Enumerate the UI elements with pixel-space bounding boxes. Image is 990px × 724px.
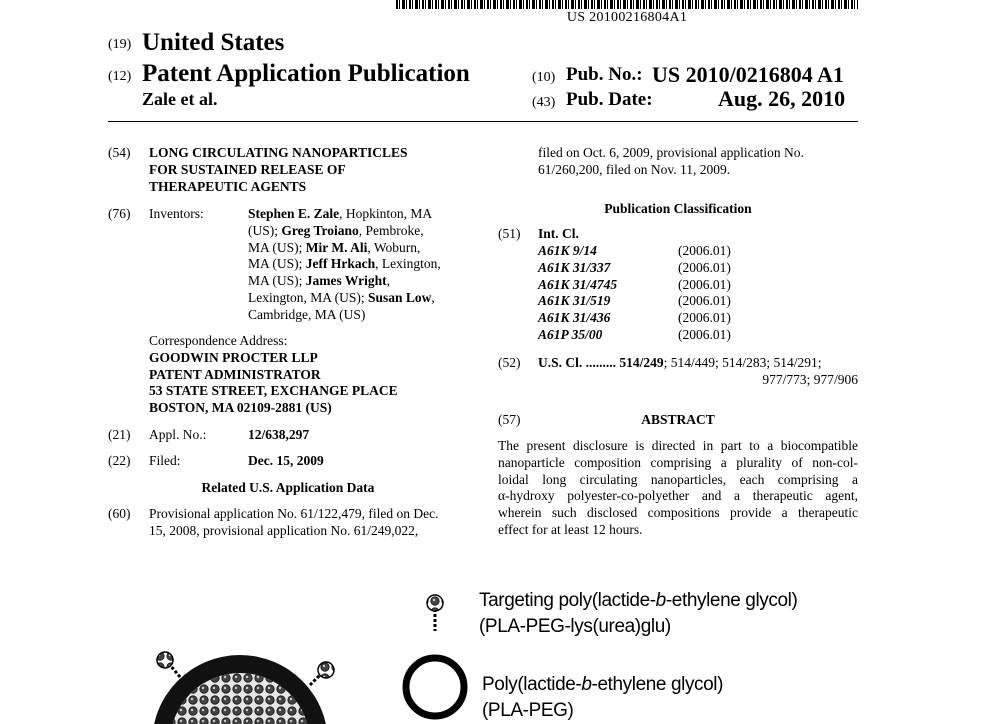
us-cl-secondary: ; 514/449; 514/283; 514/291; bbox=[663, 355, 822, 370]
appl-no-label: Appl. No.: bbox=[149, 427, 207, 442]
pub-no-label: Pub. No.: bbox=[566, 64, 643, 85]
us-cl-label: U.S. Cl. ......... bbox=[538, 355, 617, 370]
invention-title bbox=[149, 145, 408, 195]
provisional-line: filed on Oct. 6, 2009, provisional application No. bbox=[538, 145, 804, 160]
provisional-continuation bbox=[538, 145, 858, 179]
title-line: LONG CIRCULATING NANOPARTICLES bbox=[149, 145, 408, 160]
abstract-line: wherein such disclosed compositions provide a therapeutic bbox=[498, 505, 858, 521]
header-rule bbox=[108, 121, 858, 122]
title-line: FOR SUSTAINED RELEASE OF bbox=[149, 161, 346, 177]
inventor-name: Jeff Hrkach bbox=[305, 256, 376, 272]
code-52: (52) bbox=[498, 355, 521, 370]
inventor-name: Greg Troiano bbox=[281, 222, 359, 238]
class-version: (2006.01) bbox=[678, 243, 731, 258]
country: United States bbox=[142, 29, 285, 56]
code-76: (76) bbox=[108, 206, 131, 221]
legend-pla-peg bbox=[482, 672, 723, 724]
code-43: (43) bbox=[532, 95, 556, 110]
publication-classification-heading: Publication Classification bbox=[604, 201, 752, 216]
class-code: A61K 31/519 bbox=[538, 293, 611, 309]
code-10: (10) bbox=[532, 70, 556, 85]
class-version: (2006.01) bbox=[678, 293, 731, 309]
inventor-location: , Pembroke, bbox=[358, 222, 424, 238]
correspondence-line: 53 STATE STREET, EXCHANGE PLACE bbox=[149, 383, 398, 399]
inventor-location: MA (US); bbox=[248, 239, 306, 255]
us-cl-secondary: 977/773; 977/906 bbox=[762, 371, 858, 387]
abstract-line: loidal long circulating nanoparticles, each comprising a bbox=[498, 471, 858, 487]
filed-date: Dec. 15, 2009 bbox=[248, 453, 324, 468]
code-19: (19) bbox=[108, 37, 132, 52]
inventor-location: (US); bbox=[248, 222, 282, 238]
code-60: (60) bbox=[108, 506, 131, 521]
int-cl-row bbox=[538, 310, 758, 327]
legend-text: Poly(lactide- bbox=[482, 674, 582, 695]
appl-no: 12/638,297 bbox=[248, 427, 310, 442]
inventor-location: Cambridge, MA (US) bbox=[248, 306, 366, 322]
legend-text: -ethylene glycol) bbox=[665, 590, 798, 611]
code-51: (51) bbox=[498, 226, 521, 241]
abstract-line: effect for at least 12 hours. bbox=[498, 521, 643, 537]
correspondence-label: Correspondence Address: bbox=[149, 333, 288, 348]
barcode-number: US 20100216804A1 bbox=[566, 10, 688, 25]
targeting-ligand-icon bbox=[427, 595, 443, 631]
title-line: THERAPEUTIC AGENTS bbox=[149, 178, 307, 194]
inventor-name: Susan Low bbox=[368, 289, 432, 305]
provisional-line: Provisional application No. 61/122,479, filed on Dec. bbox=[149, 506, 439, 521]
int-cl-row bbox=[538, 277, 758, 294]
abstract-body bbox=[498, 438, 858, 539]
inventor-location: , Lexington, bbox=[375, 256, 441, 272]
code-22: (22) bbox=[108, 453, 131, 468]
provisional-line: 15, 2008, provisional application No. 61/249,022, bbox=[149, 522, 419, 538]
inventor-location: , Hopkinton, MA bbox=[339, 206, 433, 221]
class-code: A61K 9/14 bbox=[538, 243, 597, 258]
class-code: A61K 31/337 bbox=[538, 259, 611, 275]
pub-date: Aug. 26, 2010 bbox=[718, 86, 846, 111]
int-cl-row bbox=[538, 243, 758, 260]
legend-text: (PLA-PEG) bbox=[482, 700, 574, 721]
int-cl-row bbox=[538, 327, 758, 344]
class-version: (2006.01) bbox=[678, 259, 731, 275]
nanoparticle-icon bbox=[152, 652, 334, 724]
int-cl-row bbox=[538, 260, 758, 277]
int-cl-label: Int. Cl. bbox=[538, 226, 579, 241]
us-cl bbox=[538, 355, 858, 389]
pub-no: US 2010/0216804 A1 bbox=[652, 62, 844, 87]
correspondence-line: GOODWIN PROCTER LLP bbox=[149, 349, 318, 365]
pub-date-label: Pub. Date: bbox=[566, 89, 653, 110]
inventor-location: MA (US); bbox=[248, 273, 306, 289]
int-cl-row bbox=[538, 293, 758, 310]
inventor-location: Lexington, MA (US); bbox=[248, 289, 368, 305]
class-version: (2006.01) bbox=[678, 310, 731, 326]
inventors-list bbox=[248, 206, 478, 324]
document-type: Patent Application Publication bbox=[142, 60, 470, 87]
abstract-line: nanoparticle composition comprising a plurality of non-col- bbox=[498, 454, 858, 470]
provisional-line: 61/260,200, filed on Nov. 11, 2009. bbox=[538, 161, 731, 177]
inventor-name: Stephen E. Zale bbox=[248, 206, 340, 221]
us-cl-main: 514/249 bbox=[619, 355, 664, 370]
pla-peg-ring-icon bbox=[406, 658, 464, 716]
code-54: (54) bbox=[108, 145, 131, 160]
code-57: (57) bbox=[498, 412, 521, 427]
abstract-heading: ABSTRACT bbox=[641, 412, 715, 427]
barcode bbox=[396, 0, 858, 9]
abstract-line: The present disclosure is directed in part to a biocompatible bbox=[498, 438, 858, 453]
inventor-location: MA (US); bbox=[248, 256, 306, 272]
correspondence-address bbox=[149, 333, 398, 417]
inventor-short: Zale et al. bbox=[142, 89, 218, 109]
related-data-heading: Related U.S. Application Data bbox=[201, 480, 375, 495]
class-code: A61P 35/00 bbox=[538, 326, 603, 342]
inventor-location: , Woburn, bbox=[367, 239, 421, 255]
class-version: (2006.01) bbox=[678, 326, 731, 342]
code-12: (12) bbox=[108, 69, 132, 84]
legend-text: -ethylene glycol) bbox=[591, 674, 724, 695]
class-code: A61K 31/4745 bbox=[538, 276, 618, 292]
inventor-location: , bbox=[431, 289, 435, 305]
int-cl-table bbox=[538, 243, 758, 344]
provisional-applications bbox=[149, 506, 468, 540]
legend-text: Targeting poly(lactide- bbox=[479, 590, 656, 611]
filed-label: Filed: bbox=[149, 453, 181, 468]
correspondence-line: PATENT ADMINISTRATOR bbox=[149, 366, 321, 382]
class-code: A61K 31/436 bbox=[538, 310, 611, 326]
class-version: (2006.01) bbox=[678, 276, 731, 292]
legend-text: b bbox=[581, 674, 592, 695]
code-21: (21) bbox=[108, 427, 131, 442]
legend-text: b bbox=[655, 590, 666, 611]
inventor-name: Mir M. Ali bbox=[305, 239, 368, 255]
inventors-label: Inventors: bbox=[149, 206, 204, 221]
legend-text: (PLA-PEG-lys(urea)glu) bbox=[479, 616, 671, 637]
inventor-name: James Wright bbox=[305, 273, 387, 289]
legend-targeting bbox=[479, 588, 797, 640]
inventor-location: , bbox=[386, 273, 391, 289]
abstract-line: α-hydroxy polyester-co-polyether and a therapeutic agent, bbox=[498, 488, 858, 504]
correspondence-line: BOSTON, MA 02109-2881 (US) bbox=[149, 400, 332, 416]
